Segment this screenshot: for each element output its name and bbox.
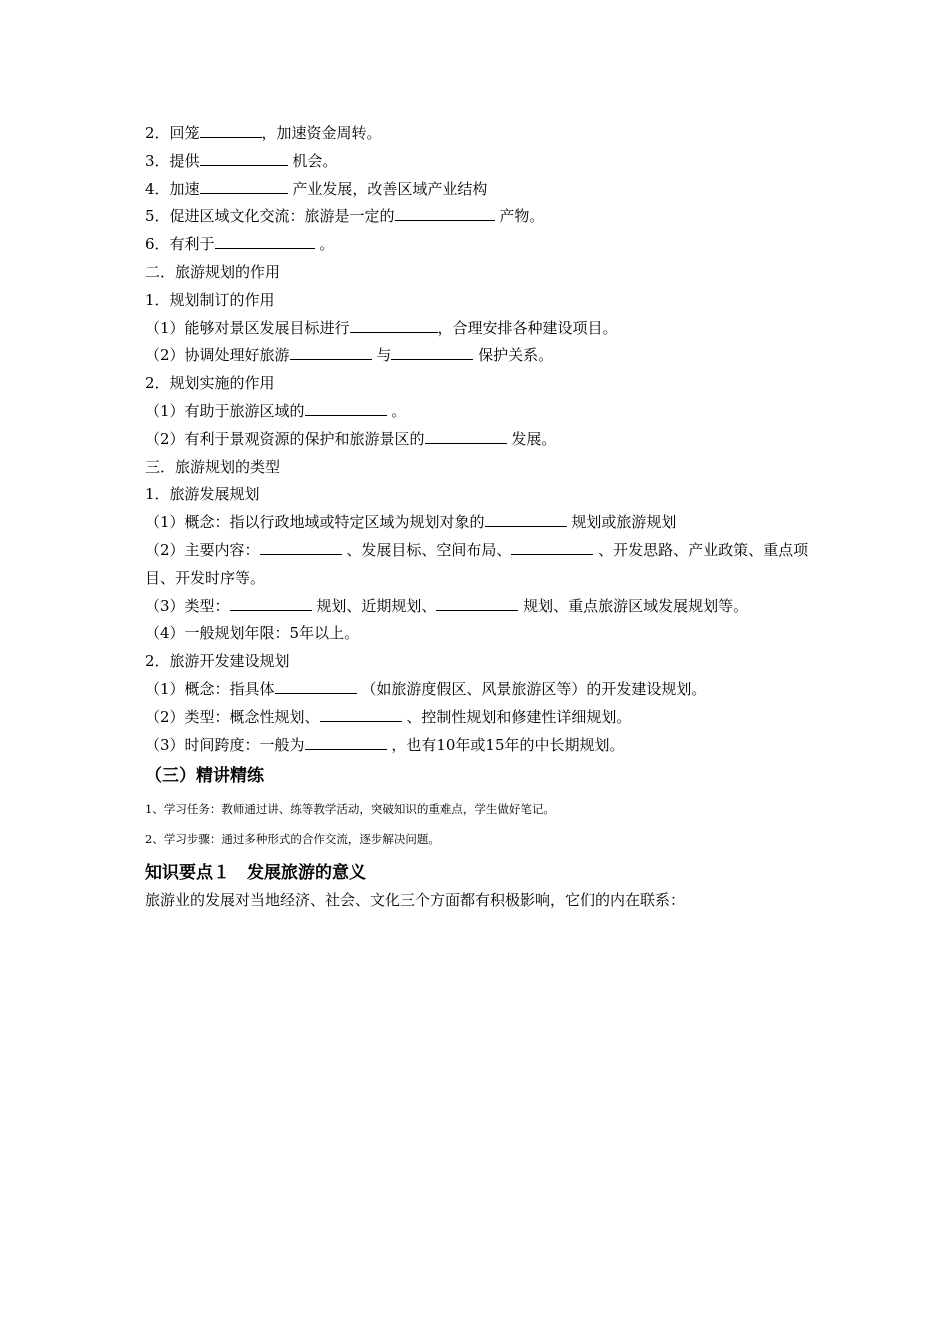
fill-blank[interactable] [290, 344, 372, 360]
item-con-1-prefix: （1）概念：指具体 [145, 679, 275, 698]
document-page [145, 120, 825, 915]
item-2 [145, 148, 825, 176]
item-plan-2-mid: 与 [371, 346, 392, 365]
item-con-2-suffix: 、控制性规划和修建性详细规划。 [401, 707, 632, 726]
item-impl-2 [145, 426, 825, 454]
item-4-suffix: 产物。 [494, 207, 545, 226]
section-heading-lecture-practice: （三）精讲精练 [145, 766, 264, 787]
item-impl-1-suffix: 。 [386, 401, 407, 420]
item-dev-1-prefix: （1）概念：指以行政地域或特定区域为规划对象的 [145, 513, 485, 532]
subheading-plan-making: 1．规划制订的作用 [145, 290, 275, 309]
section-heading-3: 三．旅游规划的类型 [145, 457, 281, 476]
item-2-prefix: 3．提供 [145, 151, 200, 170]
fill-blank[interactable] [215, 233, 315, 249]
item-impl-1 [145, 398, 825, 426]
item-1 [145, 120, 825, 148]
fill-blank[interactable] [511, 539, 593, 555]
item-con-2 [145, 704, 825, 732]
item-dev-3-suffix: 规划、重点旅游区域发展规划等。 [518, 596, 749, 615]
fill-blank[interactable] [200, 122, 262, 138]
item-con-1 [145, 676, 825, 704]
item-dev-2 [145, 537, 825, 593]
learning-task-note: 1、学习任务：教师通过讲、练等教学活动，突破知识的重难点，学生做好笔记。 [145, 802, 555, 817]
item-dev-2-suffix: 、开发思路、产业政策、重点项目、开发时序等。 [145, 540, 809, 587]
item-plan-2-suffix: 保护关系。 [473, 346, 554, 365]
item-1-suffix: ，加速资金周转。 [261, 124, 382, 142]
fill-blank[interactable] [200, 178, 288, 194]
learning-steps-note: 2、学习步骤：通过多种形式的合作交流，逐步解决问题。 [145, 832, 440, 847]
fill-blank[interactable] [425, 428, 507, 444]
item-dev-3-prefix: （3）类型： [145, 596, 230, 615]
subheading-construction-plan: 2．旅游开发建设规划 [145, 652, 290, 671]
item-con-3-suffix: ，也有10年或15年的中长期规划。 [386, 735, 625, 754]
fill-blank[interactable] [260, 539, 342, 555]
key-point-text: 旅游业的发展对当地经济、社会、文化三个方面都有积极影响，它们的内在联系： [145, 891, 686, 910]
fill-blank[interactable] [436, 595, 518, 611]
fill-blank[interactable] [350, 317, 438, 333]
item-impl-1-prefix: （1）有助于旅游区域的 [145, 401, 305, 420]
item-dev-4: （4）一般规划年限：5年以上。 [145, 624, 360, 643]
fill-blank[interactable] [395, 205, 495, 221]
fill-blank[interactable] [391, 344, 473, 360]
subheading-plan-implementation: 2．规划实施的作用 [145, 374, 275, 393]
key-point-heading: 知识要点１ 发展旅游的意义 [145, 863, 366, 884]
item-1-prefix: 2．回笼 [145, 124, 200, 142]
subheading-development-plan: 1．旅游发展规划 [145, 485, 260, 504]
item-3-suffix: 产业发展，改善区域产业结构 [287, 179, 488, 198]
fill-blank[interactable] [230, 595, 312, 611]
item-dev-3 [145, 593, 825, 621]
fill-blank[interactable] [305, 400, 387, 416]
item-4-prefix: 5．促进区域文化交流：旅游是一定的 [145, 207, 395, 226]
item-5 [145, 231, 825, 259]
fill-blank[interactable] [305, 734, 387, 750]
item-2-suffix: 机会。 [287, 151, 338, 170]
item-plan-1-prefix: （1）能够对景区发展目标进行 [145, 318, 350, 337]
fill-blank[interactable] [200, 150, 288, 166]
item-impl-2-suffix: 发展。 [506, 429, 557, 448]
fill-blank[interactable] [320, 706, 402, 722]
item-con-3 [145, 732, 825, 760]
item-plan-2-prefix: （2）协调处理好旅游 [145, 346, 290, 365]
item-dev-2-prefix: （2）主要内容： [145, 540, 260, 559]
fill-blank[interactable] [275, 678, 357, 694]
item-dev-1 [145, 509, 825, 537]
item-5-prefix: 6．有利于 [145, 235, 215, 254]
item-3-prefix: 4．加速 [145, 179, 200, 198]
item-3 [145, 176, 825, 204]
item-plan-1-suffix: ，合理安排各种建设项目。 [437, 318, 618, 337]
item-plan-2 [145, 342, 825, 370]
item-5-suffix: 。 [314, 235, 335, 254]
item-con-3-prefix: （3）时间跨度：一般为 [145, 735, 305, 754]
item-con-2-prefix: （2）类型：概念性规划、 [145, 707, 320, 726]
item-dev-2-mid: 、发展目标、空间布局、 [341, 540, 512, 559]
fill-blank[interactable] [485, 511, 567, 527]
item-dev-3-mid: 规划、近期规划、 [311, 596, 437, 615]
item-plan-1 [145, 315, 825, 343]
section-heading-2: 二．旅游规划的作用 [145, 262, 281, 281]
item-con-1-suffix: （如旅游度假区、风景旅游区等）的开发建设规划。 [356, 679, 707, 698]
item-4 [145, 203, 825, 231]
item-impl-2-prefix: （2）有利于景观资源的保护和旅游景区的 [145, 429, 425, 448]
item-dev-1-suffix: 规划或旅游规划 [566, 513, 677, 532]
